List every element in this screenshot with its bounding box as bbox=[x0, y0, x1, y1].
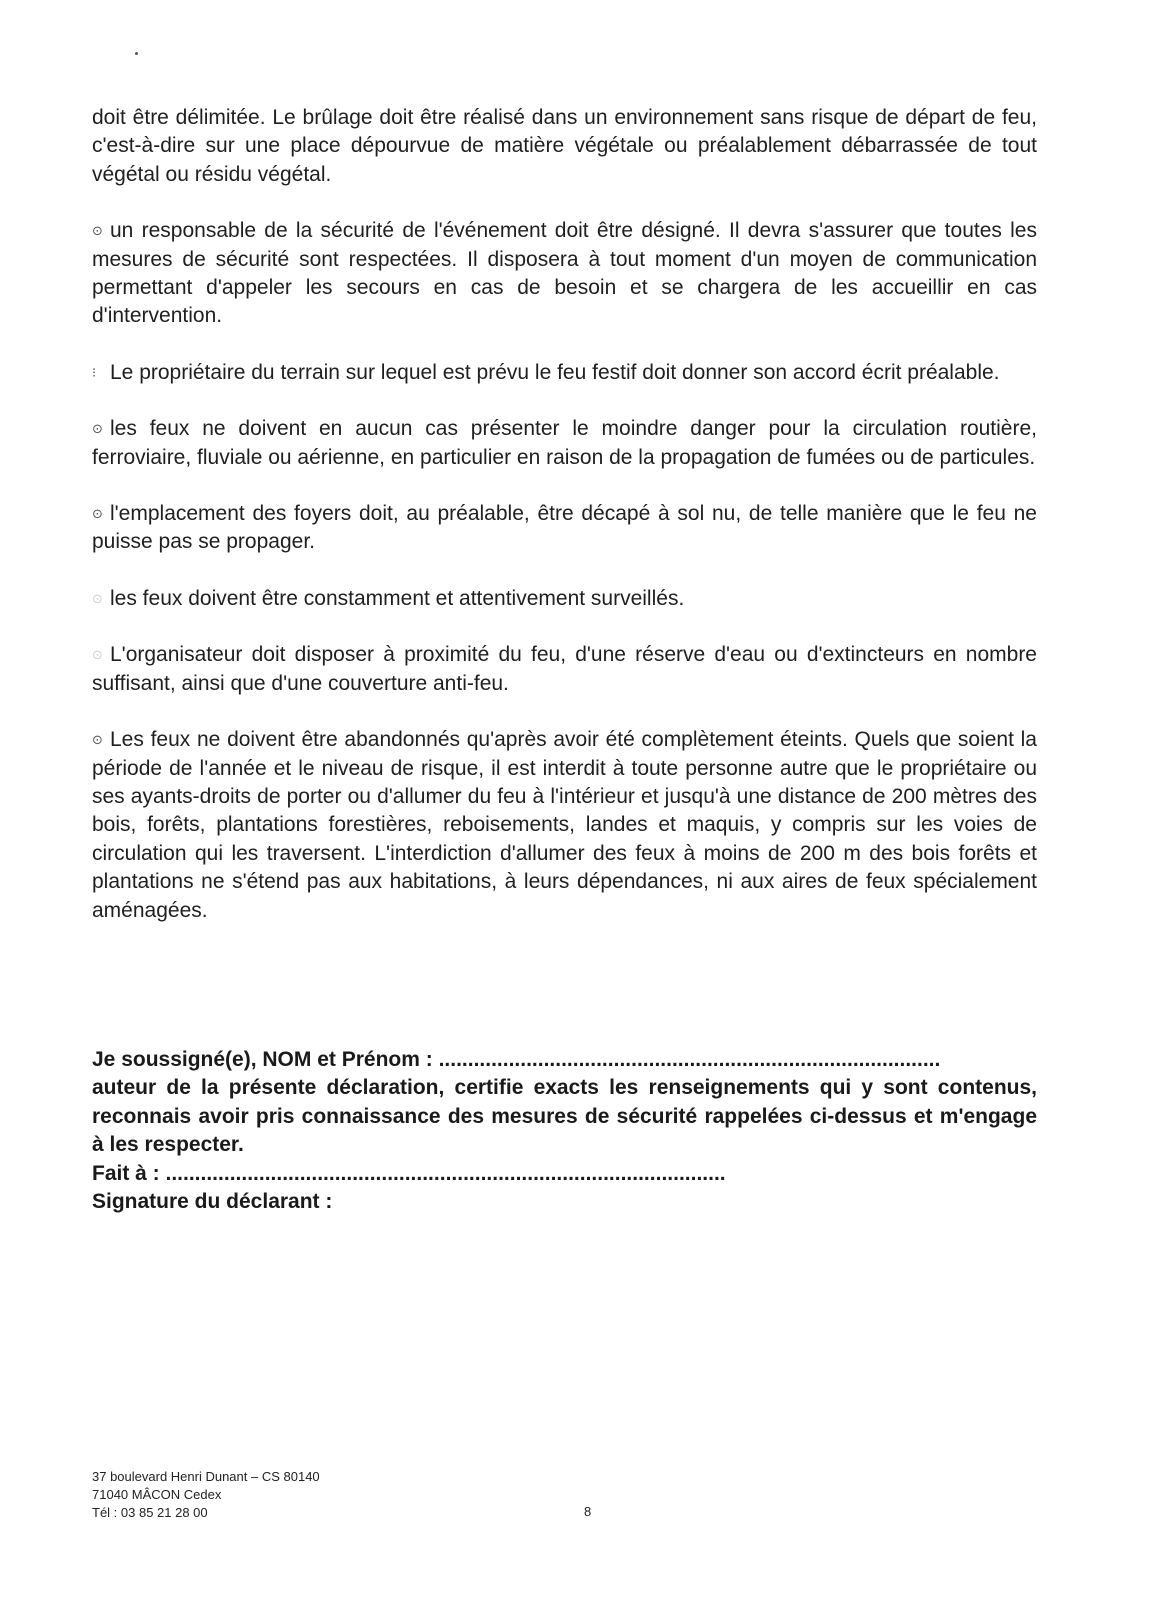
phone-line: Tél : 03 85 21 28 00 bbox=[92, 1505, 208, 1520]
paragraph-text: les feux doivent être constamment et attentivement surveillés. bbox=[110, 586, 685, 610]
bullet-icon: ⊙ bbox=[92, 590, 103, 606]
place-line: Fait à : ................................................................................................ bbox=[92, 1161, 726, 1185]
paragraph-traffic-danger bbox=[92, 415, 1037, 472]
bullet-icon: ⊙ bbox=[92, 506, 103, 522]
paragraph-water-reserve bbox=[92, 641, 1037, 698]
bullet-icon: ⊙ bbox=[92, 647, 103, 663]
signature-line: Signature du déclarant : bbox=[92, 1190, 333, 1214]
scan-speck bbox=[135, 52, 138, 55]
footer-address bbox=[92, 1468, 320, 1522]
paragraph-fire-location bbox=[92, 500, 1037, 557]
address-line-1: 37 boulevard Henri Dunant – CS 80140 bbox=[92, 1469, 320, 1484]
declaration-block bbox=[92, 1046, 1037, 1216]
bullet-icon: ⊙ bbox=[92, 732, 103, 748]
bullet-icon: ⁝ bbox=[92, 364, 97, 380]
safety-measures-text bbox=[92, 104, 1037, 953]
paragraph-owner-consent bbox=[92, 359, 1037, 387]
paragraph-security-manager bbox=[92, 217, 1037, 331]
declarant-name-line: Je soussigné(e), NOM et Prénom : ...................................................................................... bbox=[92, 1048, 941, 1071]
paragraph-text: doit être délimitée. Le brûlage doit être réalisé dans un environnement sans risque de départ de feu, c'est-à-dire sur une place dépourvue de matière végétale ou préalablement débarrassée de tout végétal ou résidu végétal. bbox=[92, 106, 1037, 186]
paragraph-text: L'organisateur doit disposer à proximité du feu, d'une réserve d'eau ou d'extincteurs en nombre suffisant, ainsi que d'une couverture anti-feu. bbox=[92, 643, 1037, 695]
paragraph-delimitation bbox=[92, 104, 1037, 189]
bullet-icon: ⊙ bbox=[92, 223, 103, 239]
paragraph-text: un responsable de la sécurité de l'événement doit être désigné. Il devra s'assurer que toutes les mesures de sécurité sont respectées. Il disposera à tout moment d'un moyen de communication permettant d'appeler les secours en cas de besoin et se chargera de les accueillir en cas d'intervention. bbox=[92, 219, 1037, 328]
declaration-statement: auteur de la présente déclaration, certifie exacts les renseignements qui y sont contenus, reconnais avoir pris connaissance des mesures de sécurité rappelées ci-dessus et m'engage à les respecter. bbox=[92, 1076, 1037, 1157]
page-number: 8 bbox=[584, 1504, 592, 1519]
paragraph-supervision bbox=[92, 585, 1037, 613]
paragraph-text: les feux ne doivent en aucun cas présenter le moindre danger pour la circulation routière, ferroviaire, fluviale ou aérienne, en particulier en raison de la propagation de fumées ou de particules. bbox=[92, 417, 1037, 469]
paragraph-text: Les feux ne doivent être abandonnés qu'après avoir été complètement éteints. Quels que soient la période de l'année et le niveau de risque, il est interdit à toute personne autre que le propriétaire ou ses ayants-droits de porter ou d'allumer du feu à l'intérieur et jusqu'à une distance de 200 mètres des bois, forêts, plantations forestières, reboisements, landes et maquis, y compris sur les voies de circulation qui les traversent. L'interdiction d'allumer des feux à moins de 200 m des bois forêts et plantations ne s'étend pas aux habitations, à leurs dépendances, ni aux aires de feux spécialement aménagées. bbox=[92, 728, 1037, 922]
address-line-2: 71040 MÂCON Cedex bbox=[92, 1487, 222, 1502]
paragraph-text: Le propriétaire du terrain sur lequel est prévu le feu festif doit donner son accord écrit préalable. bbox=[110, 360, 1000, 384]
paragraph-extinguish-rules bbox=[92, 726, 1037, 925]
bullet-icon: ⊙ bbox=[92, 421, 103, 437]
paragraph-text: l'emplacement des foyers doit, au préalable, être décapé à sol nu, de telle manière que le feu ne puisse pas se propager. bbox=[92, 502, 1037, 554]
